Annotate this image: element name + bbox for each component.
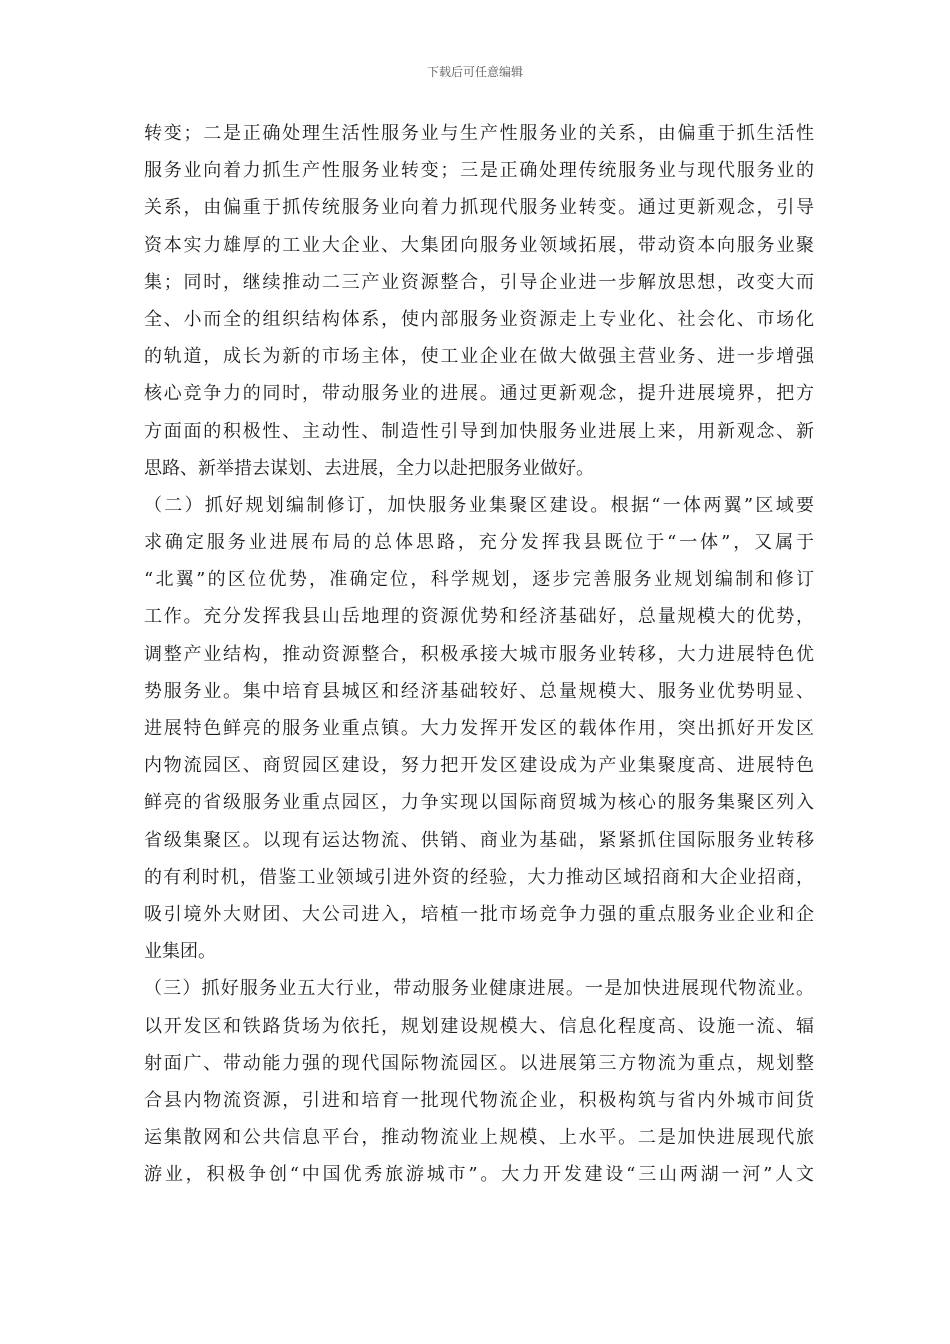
text-line: 集；同时，继续推动二三产业资源整合，引导企业进一步解放思想，改变大而: [144, 271, 814, 293]
text-line: 工作。充分发挥我县山岳地理的资源优势和经济基础好，总量规模大的优势，: [144, 606, 814, 628]
text-line: 业集团。: [144, 941, 216, 963]
text-line: 运集散网和公共信息平台，推动物流业上规模、上水平。二是加快进展现代旅: [144, 1127, 814, 1149]
text-line: 的轨道，成长为新的市场主体，使工业企业在做大做强主营业务、进一步增强: [144, 346, 814, 368]
text-line: 合县内物流资源，引进和培育一批现代物流企业，积极构筑与省内外城市间货: [144, 1089, 814, 1111]
text-line: 进展特色鲜亮的服务业重点镇。大力发挥开发区的载体作用，突出抓好开发区: [144, 718, 814, 739]
body-text: [144, 115, 814, 1193]
text-line: 射面广、带动能力强的现代国际物流园区。以进展第三方物流为重点，规划整: [144, 1052, 814, 1074]
text-line: （三）抓好服务业五大行业，带动服务业健康进展。一是加快进展现代物流业。: [144, 978, 814, 1000]
text-line: 调整产业结构，推动资源整合，积极承接大城市服务业转移，大力进展特色优: [144, 643, 814, 665]
text-line: 服务业向着力抓生产性服务业转变；三是正确处理传统服务业与现代服务业的: [144, 160, 814, 182]
text-line: 核心竞争力的同时，带动服务业的进展。通过更新观念，提升进展境界，把方: [144, 383, 814, 405]
text-line: 资本实力雄厚的工业大企业、大集团向服务业领域拓展，带动资本向服务业聚: [144, 234, 814, 256]
text-line: 全、小而全的组织结构体系，使内部服务业资源走上专业化、社会化、市场化: [144, 308, 814, 330]
text-line: 思路、新举措去谋划、去进展，全力以赴把服务业做好。: [144, 457, 594, 479]
text-line: “北翼”的区位优势，准确定位，科学规划，逐步完善服务业规划编制和修订: [144, 569, 814, 591]
text-line: 鲜亮的省级服务业重点园区，力争实现以国际商贸城为核心的服务集聚区列入: [144, 792, 814, 814]
text-line: 方面面的积极性、主动性、制造性引导到加快服务业进展上来，用新观念、新: [144, 420, 814, 442]
text-line: 内物流园区、商贸园区建设，努力把开发区建设成为产业集聚度高、进展特色: [144, 755, 814, 777]
text-line: 吸引境外大财团、大公司进入，培植一批市场竞争力强的重点服务业企业和企: [144, 903, 814, 925]
text-line: 求确定服务业进展布局的总体思路，充分发挥我县既位于“一体”，又属于: [144, 532, 814, 554]
text-line: 省级集聚区。以现有运达物流、供销、商业为基础，紧紧抓住国际服务业转移: [144, 829, 814, 851]
text-line: （二）抓好规划编制修订，加快服务业集聚区建设。根据“一体两翼”区域要: [144, 494, 814, 516]
page-header: 下载后可任意编辑: [426, 65, 523, 79]
text-line: 游业，积极争创“中国优秀旅游城市”。大力开发建设“三山两湖一河”人文: [144, 1164, 814, 1186]
text-line: 的有利时机，借鉴工业领域引进外资的经验，大力推动区域招商和大企业招商，: [144, 866, 814, 888]
text-line: 势服务业。集中培育县城区和经济基础较好、总量规模大、服务业优势明显、: [144, 680, 814, 702]
text-line: 以开发区和铁路货场为依托，规划建设规模大、信息化程度高、设施一流、辐: [144, 1015, 814, 1037]
text-line: 转变；二是正确处理生活性服务业与生产性服务业的关系，由偏重于抓生活性: [144, 123, 814, 144]
text-line: 关系，由偏重于抓传统服务业向着力抓现代服务业转变。通过更新观念，引导: [144, 197, 814, 219]
